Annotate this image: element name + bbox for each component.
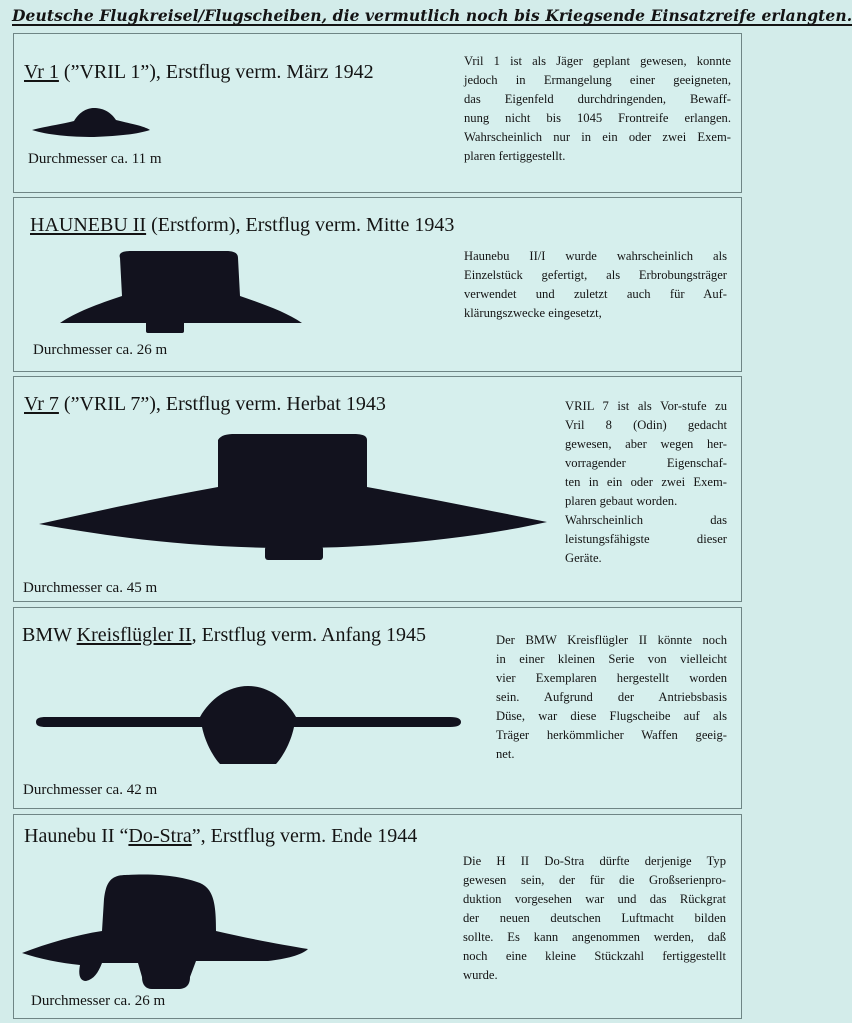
craft-description bbox=[464, 52, 731, 166]
description-line: jedoch in Ermangelung einer geeigneten, bbox=[464, 73, 731, 87]
haunebu-ii-do-stra-silhouette bbox=[20, 869, 310, 999]
description-line: Die H II Do-Stra dürfte derjenige Typ bbox=[463, 854, 726, 868]
description-line: Der BMW Kreisflügler II könnte noch bbox=[496, 633, 727, 647]
description-line: plaren gebaut worden. bbox=[565, 494, 678, 508]
description-line: ten in ein oder zwei Exem- bbox=[565, 475, 727, 489]
craft-diameter: Durchmesser ca. 26 m bbox=[33, 342, 168, 358]
craft-description bbox=[463, 852, 726, 985]
craft-title bbox=[22, 625, 426, 645]
craft-title bbox=[24, 62, 374, 82]
description-line: Wahrscheinlich nur in ein oder zwei Exem- bbox=[464, 130, 731, 144]
description-line: VRIL 7 ist als Vor-stufe zu bbox=[565, 399, 727, 413]
craft-description bbox=[464, 247, 727, 323]
description-line: Einzelstück gefertigt, als Erbrobungsträger bbox=[464, 268, 727, 282]
craft-description bbox=[496, 631, 727, 764]
craft-name: Vr 1 bbox=[24, 61, 59, 83]
description-line: Düse, war diese Flugscheibe auf als bbox=[496, 709, 727, 723]
craft-name-prefix: BMW bbox=[22, 624, 77, 646]
vril-7-silhouette bbox=[37, 432, 549, 567]
description-line: Vril 8 (Odin) gedacht bbox=[565, 418, 727, 432]
craft-name: Do-Stra bbox=[128, 825, 192, 847]
craft-title bbox=[24, 394, 386, 414]
craft-diameter: Durchmesser ca. 45 m bbox=[23, 580, 158, 596]
description-line: der neuen deutschen Luftmacht bilden bbox=[463, 911, 726, 925]
craft-title bbox=[30, 215, 454, 235]
description-line: duktion vorgesehen war und das Rückgrat bbox=[463, 892, 726, 906]
description-line: vorragender Eigenschaf- bbox=[565, 456, 727, 470]
description-line: noch eine kleine Stückzahl fertiggestellt bbox=[463, 949, 726, 963]
description-line: Träger herkömmlicher Waffen geeig- bbox=[496, 728, 727, 742]
craft-title-rest: (”VRIL 7”), Erstflug verm. Herbat 1943 bbox=[58, 393, 386, 415]
description-line: Wahrscheinlich das bbox=[565, 513, 727, 527]
vril-1-silhouette bbox=[30, 105, 152, 139]
craft-name-prefix: Haunebu II “ bbox=[24, 825, 129, 847]
description-line: gewesen sein, der für die Großserienpro- bbox=[463, 873, 726, 887]
description-line: Geräte. bbox=[565, 551, 602, 565]
bmw-kreisfluegler-silhouette bbox=[32, 674, 464, 770]
craft-name: HAUNEBU II bbox=[30, 214, 147, 236]
craft-card-bmw-kreisfluegler-ii bbox=[13, 607, 742, 809]
description-line: wurde. bbox=[463, 968, 498, 982]
description-line: net. bbox=[496, 747, 515, 761]
description-line: in einer kleinen Serie von vielleicht bbox=[496, 652, 727, 666]
description-line: Vril 1 ist als Jäger geplant gewesen, konnte bbox=[464, 54, 731, 68]
craft-card-vril-1 bbox=[13, 33, 742, 193]
craft-name: Vr 7 bbox=[24, 393, 59, 415]
craft-name: Kreisflügler II bbox=[76, 624, 192, 646]
craft-card-haunebu-ii-do-stra bbox=[13, 814, 742, 1019]
craft-card-vril-7 bbox=[13, 376, 742, 602]
craft-title-rest: (Erstform), Erstflug verm. Mitte 1943 bbox=[146, 214, 455, 236]
description-line: sein. Aufgrund der Antriebsbasis bbox=[496, 690, 727, 704]
description-line: plaren fertiggestellt. bbox=[464, 149, 566, 163]
description-line: gewesen, aber wegen her- bbox=[565, 437, 727, 451]
craft-title-rest: , Erstflug verm. Anfang 1945 bbox=[191, 624, 426, 646]
craft-diameter: Durchmesser ca. 11 m bbox=[28, 151, 162, 167]
craft-card-haunebu-ii bbox=[13, 197, 742, 372]
description-line: verwendet und zuletzt auch für Auf- bbox=[464, 287, 727, 301]
craft-description bbox=[565, 397, 727, 568]
craft-diameter: Durchmesser ca. 42 m bbox=[23, 782, 158, 798]
haunebu-ii-silhouette bbox=[58, 248, 304, 336]
description-line: vier Exemplaren hergestellt worden bbox=[496, 671, 727, 685]
description-line: sollte. Es kann angenommen werden, daß bbox=[463, 930, 726, 944]
craft-title-rest: (”VRIL 1”), Erstflug verm. März 1942 bbox=[58, 61, 374, 83]
craft-diameter: Durchmesser ca. 26 m bbox=[31, 993, 166, 1009]
description-line: nung nicht bis 1045 Frontreife erlangen. bbox=[464, 111, 731, 125]
description-line: leistungsfähigste dieser bbox=[565, 532, 727, 546]
description-line: klärungszwecke eingesetzt, bbox=[464, 306, 602, 320]
description-line: Haunebu II/I wurde wahrscheinlich als bbox=[464, 249, 727, 263]
description-line: das Eigenfeld durchdringenden, Bewaff- bbox=[464, 92, 731, 106]
page-title: Deutsche Flugkreisel/Flugscheiben, die vermutlich noch bis Kriegsende Einsatzreife erlangten. bbox=[12, 6, 852, 25]
craft-title bbox=[24, 826, 417, 846]
craft-title-rest: ”, Erstflug verm. Ende 1944 bbox=[191, 825, 418, 847]
